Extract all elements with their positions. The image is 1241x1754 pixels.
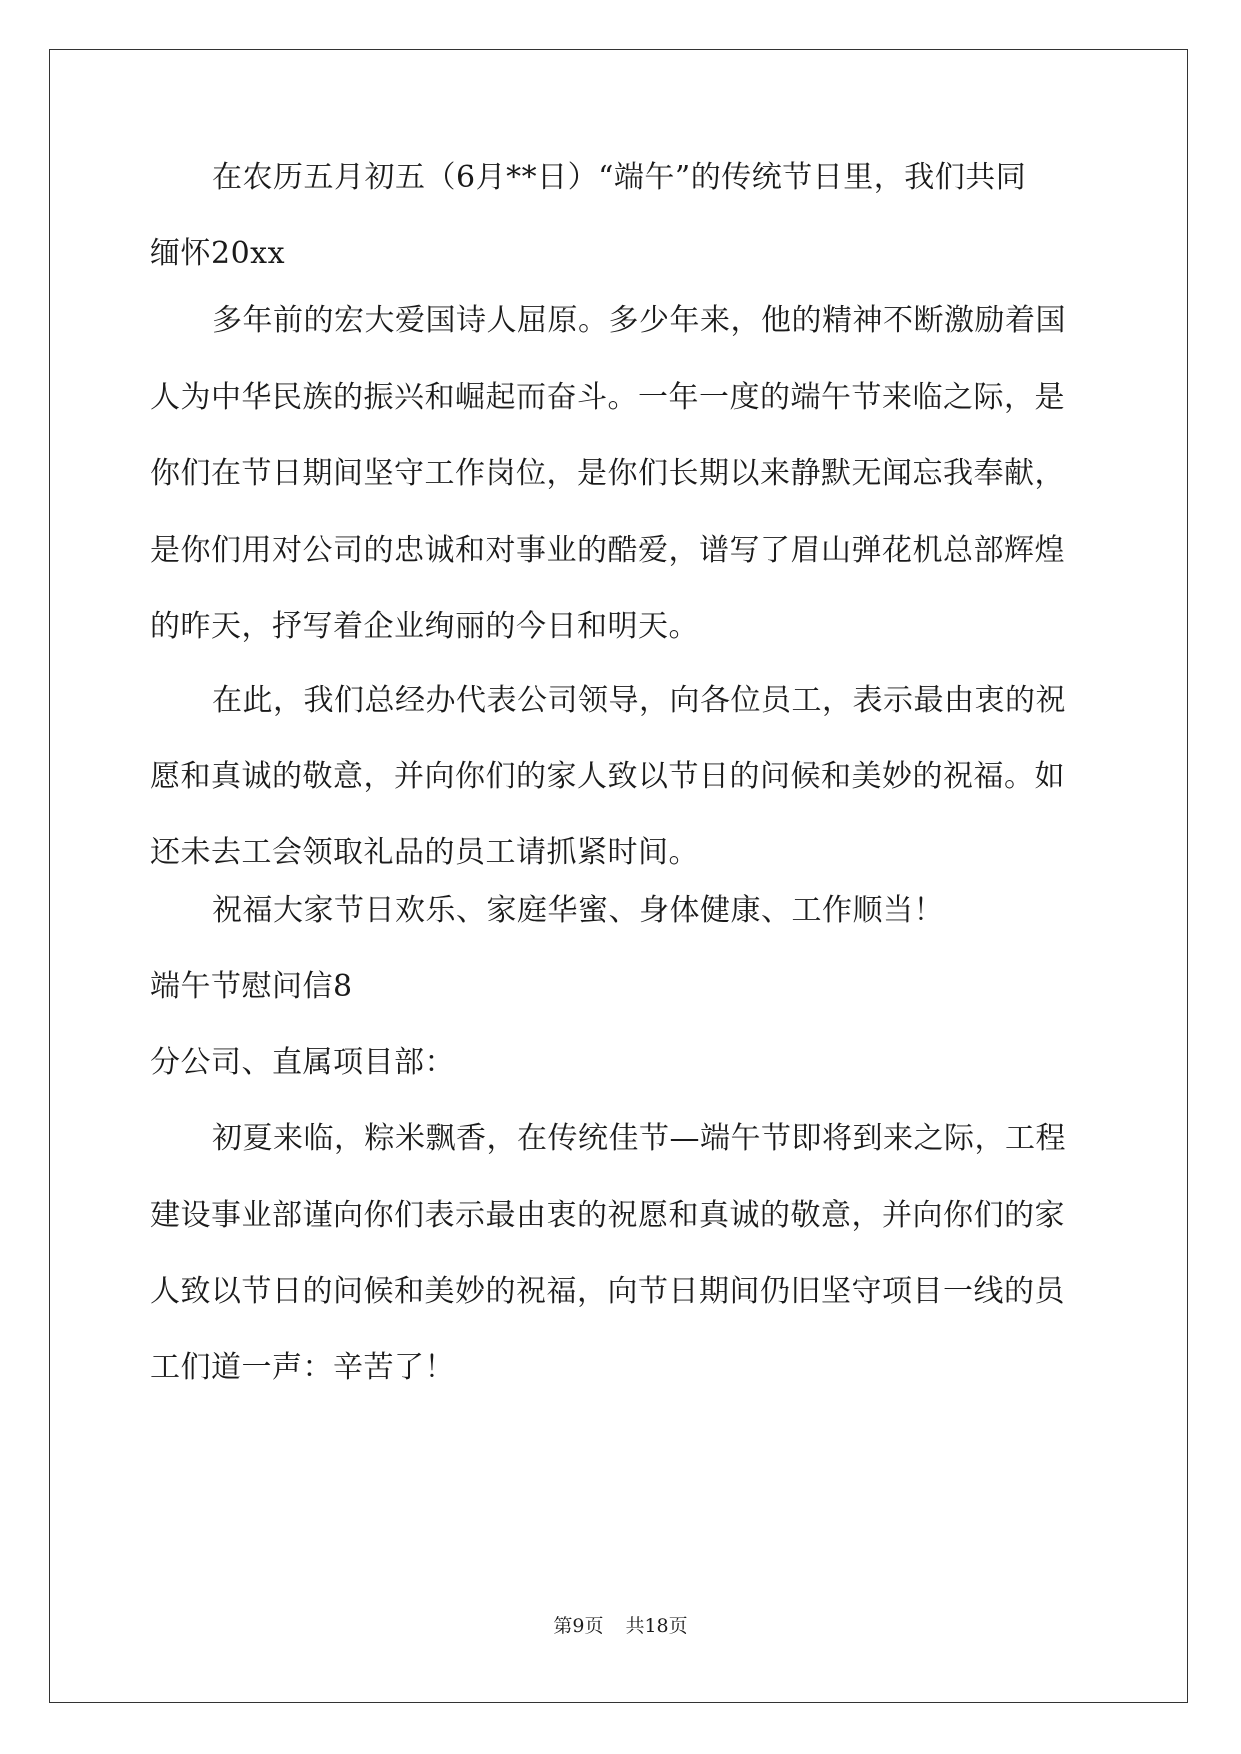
text-line: 祝福大家节日欢乐、家庭华蜜、身体健康、工作顺当！ — [212, 893, 944, 928]
text-line: 的昨天，抒写着企业绚丽的今日和明天。 — [150, 609, 699, 644]
text-line: 在农历五月初五（6月**日）“端午”的传统节日里，我们共同 — [212, 160, 1027, 195]
text-line: 缅怀20xx — [150, 236, 286, 271]
text-line: 分公司、直属项目部： — [150, 1045, 455, 1080]
text-line: 还未去工会领取礼品的员工请抓紧时间。 — [150, 835, 699, 870]
text-line: 你们在节日期间坚守工作岗位，是你们长期以来静默无闻忘我奉献， — [150, 456, 1065, 491]
text-line: 是你们用对公司的忠诚和对事业的酷爱，谱写了眉山弹花机总部辉煌 — [150, 533, 1065, 568]
page-number: 第9页 — [553, 1615, 604, 1637]
text-line: 建设事业部谨向你们表示最由衷的祝愿和真诚的敬意，并向你们的家 — [150, 1198, 1065, 1233]
text-line: 在此，我们总经办代表公司领导，向各位员工，表示最由衷的祝 — [212, 683, 1066, 718]
page-footer — [0, 1614, 1241, 1638]
text-line: 工们道一声：辛苦了！ — [150, 1350, 455, 1385]
text-line: 端午节慰问信8 — [150, 969, 353, 1004]
text-line: 愿和真诚的敬意，并向你们的家人致以节日的问候和美妙的祝福。如 — [150, 759, 1065, 794]
text-line: 多年前的宏大爱国诗人屈原。多少年来，他的精神不断激励着国 — [212, 303, 1066, 338]
text-line: 初夏来临，粽米飘香，在传统佳节—端午节即将到来之际，工程 — [212, 1121, 1066, 1156]
text-line: 人致以节日的问候和美妙的祝福，向节日期间仍旧坚守项目一线的员 — [150, 1274, 1065, 1309]
page-total: 共18页 — [625, 1615, 688, 1637]
text-line: 人为中华民族的振兴和崛起而奋斗。一年一度的端午节来临之际，是 — [150, 380, 1065, 415]
page-border — [49, 49, 1188, 1703]
